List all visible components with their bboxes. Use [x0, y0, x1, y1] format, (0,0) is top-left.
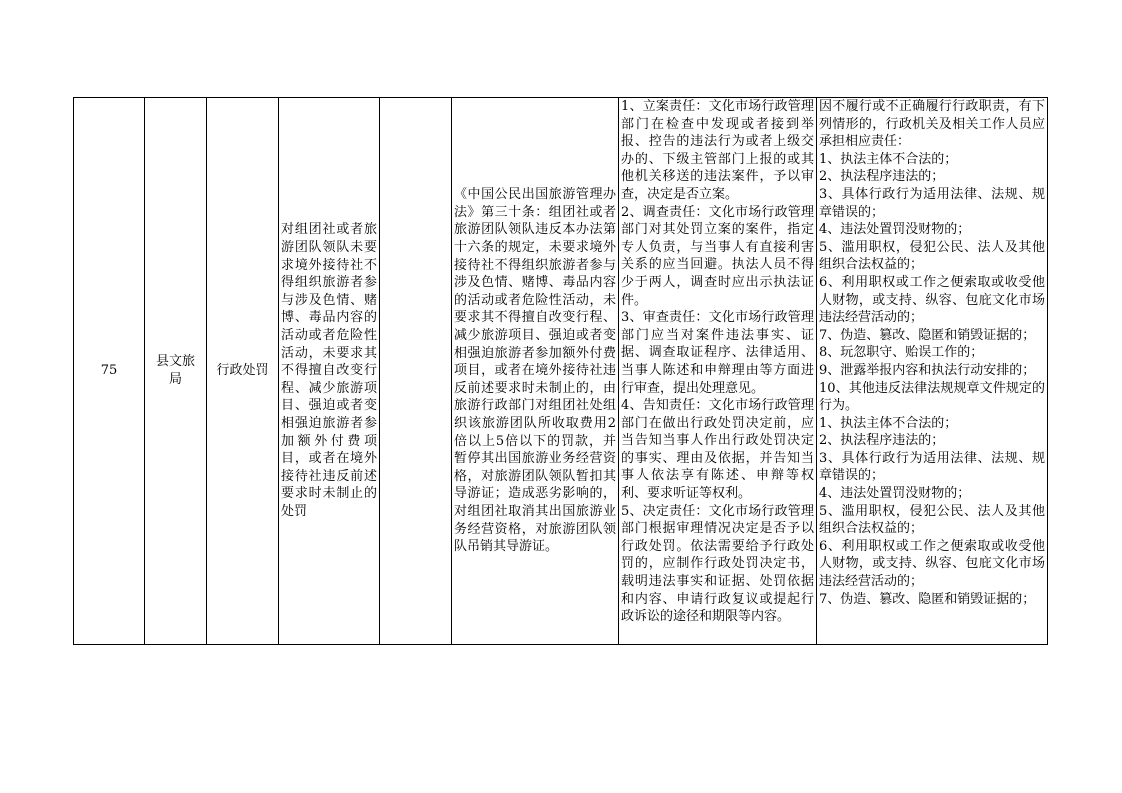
accountability-item: 3、具体行政行为适用法律、法规、规章错误的； [819, 186, 1045, 220]
responsibility-item: 2、调查责任：文化市场行政管理部门对其处罚立案的案件，指定专人负责，与当事人有直接利害关系的应当回避。执法人员不得少于两人，调查时应出示执法证件。 [621, 204, 814, 308]
accountability-item: 9、泄露举报内容和执法行动安排的； [819, 362, 1036, 378]
accountability-item: 2、执法程序违法的； [819, 433, 945, 449]
accountability-item: 6、利用职权或工作之便索取或收受他人财物，或支持、纵容、包庇文化市场违法经营活动的； [819, 274, 1045, 326]
sub-item-cell [380, 98, 452, 645]
accountability-item: 10、其他违反法律法规规章文件规定的行为。 [819, 380, 1045, 414]
accountability-item: 4、违法处置罚没财物的； [819, 222, 971, 238]
accountability-item: 1、执法主体不合法的； [819, 415, 958, 431]
responsibility-item: 3、审查责任：文化市场行政管理部门应当对案件违法事实、证据、调查取证程序、法律适用、当事人陈述和申辩理由等方面进行审查，提出处理意见。 [621, 310, 814, 396]
row-number-cell [74, 98, 145, 645]
accountability-item: 5、滥用职权，侵犯公民、法人及其他组织合法权益的； [819, 503, 1045, 537]
accountability-item: 7、伪造、篡改、隐匿和销毁证据的； [819, 591, 1036, 607]
item-name-cell [279, 98, 380, 645]
accountability-cell [817, 98, 1048, 645]
accountability-list [819, 98, 1045, 644]
accountability-item: 因不履行或不正确履行行政职责，有下列情形的，行政机关及相关工作人员应承担相应责任： [819, 99, 1045, 150]
power-type: 行政处罚 [216, 363, 269, 379]
department-cell [145, 98, 207, 645]
accountability-item: 6、利用职权或工作之便索取或收受他人财物，或支持、纵容、包庇文化市场违法经营活动的； [819, 538, 1045, 590]
accountability-item: 8、玩忽职守、贻误工作的； [819, 345, 984, 361]
accountability-item: 2、执法程序违法的； [819, 169, 945, 185]
legal-basis: 《中国公民出国旅游管理办法》第三十条：组团社或者旅游团队领队违反本办法第十六条的规定，未要求境外接待社不得组织旅游者参与涉及色情、赌博、毒品内容的活动或者危险性活动，未要求其不得擅自改变行程、减少旅游项目、强迫或者变相强迫旅游者参加额外付费项目，或者在境外接待社违反前述要求时未制止的，由旅游行政部门对组团社处组织该旅游团队所收取费用2倍以上5倍以下的罚款，并暂停其出国旅游业务经营资格，对旅游团队领队暂扣其导游证；造成恶劣影响的，对组团社取消其出国旅游业务经营资格，对旅游团队领队吊销其导游证。 [454, 187, 616, 555]
responsibility-list [621, 98, 814, 644]
accountability-item: 7、伪造、篡改、隐匿和销毁证据的； [819, 327, 1036, 343]
legal-basis-cell [452, 98, 619, 645]
responsibility-item: 4、告知责任：文化市场行政管理部门在做出行政处罚决定前，应当告知当事人作出行政处罚决定的事实、理由及依据，并告知当事人依法享有陈述、申辩等权利、要求听证等权利。 [621, 398, 814, 502]
responsibility-item: 5、决定责任：文化市场行政管理部门根据审理情况决定是否予以行政处罚。依法需要给予行政处罚的，应制作行政处罚决定书，载明违法事实和证据、处罚依据和内容、申请行政复议或提起行政诉讼的途径和期限等内容。 [621, 503, 814, 625]
item-name: 对组团社或者旅游团队领队未要求境外接待社不得组织旅游者参与涉及色情、赌博、毒品内容的活动或者危险性活动，未要求其不得擅自改变行程、减少旅游项目、强迫或者变相强迫旅游者参加额外付费项目，或者在境外接待社违反前述要求时未制止的处罚 [281, 222, 377, 519]
accountability-item: 1、执法主体不合法的； [819, 151, 958, 167]
responsibility-item: 1、立案责任：文化市场行政管理部门在检查中发现或者接到举报、控告的违法行为或者上级交办的、下级主管部门上报的或其他机关移送的违法案件，予以审查，决定是否立案。 [621, 99, 814, 202]
row-number: 75 [100, 363, 118, 379]
power-type-cell [207, 98, 279, 645]
accountability-item: 5、滥用职权，侵犯公民、法人及其他组织合法权益的； [819, 239, 1045, 273]
department-name: 县文旅局 [155, 354, 195, 387]
power-list-table [73, 97, 1048, 645]
accountability-item: 4、违法处置罚没财物的； [819, 486, 971, 502]
accountability-item: 3、具体行政行为适用法律、法规、规章错误的； [819, 450, 1045, 484]
responsibility-cell [619, 98, 817, 645]
table-row [74, 98, 1048, 645]
